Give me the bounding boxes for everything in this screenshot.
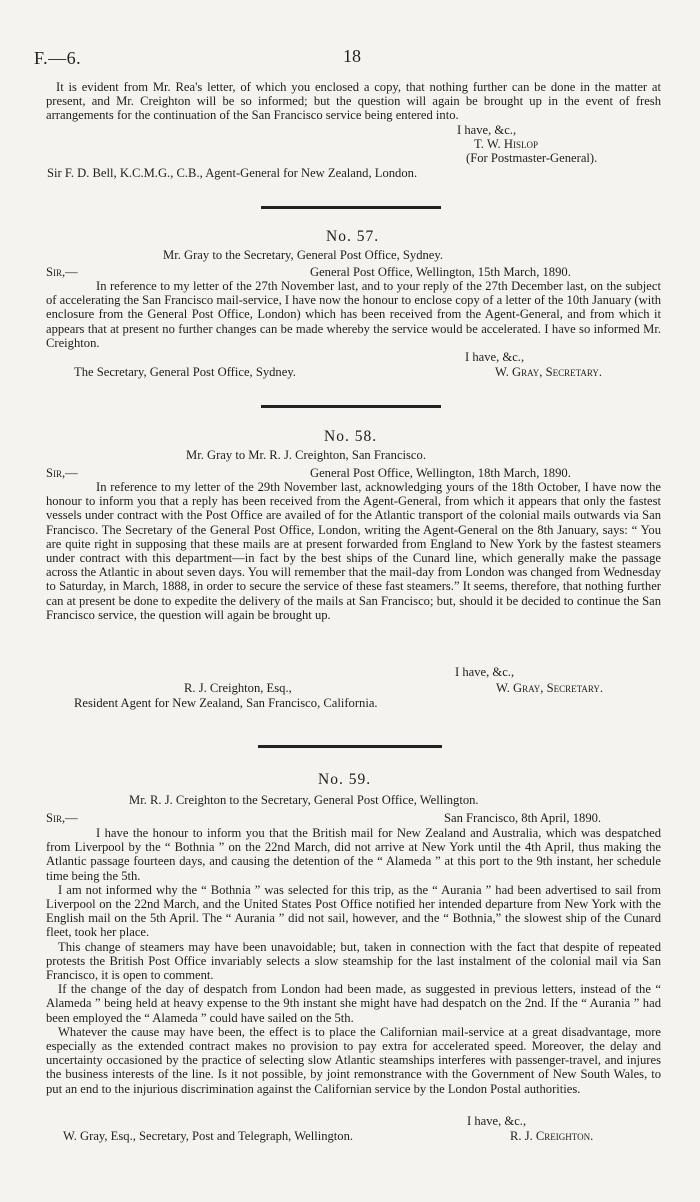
- letter-58-place-date: General Post Office, Wellington, 18th March, 1890.: [310, 466, 571, 480]
- letter-59-heading: Mr. R. J. Creighton to the Secretary, General Post Office, Wellington.: [129, 793, 479, 807]
- letter-57-closing: I have, &c.,: [465, 350, 525, 364]
- letter-57-signature: W. Gray, Secretary.: [495, 365, 603, 379]
- letter-59-closing: I have, &c.,: [467, 1114, 527, 1128]
- section-divider: [258, 745, 442, 748]
- intro-closing: I have, &c.,: [457, 123, 517, 137]
- page-number: 18: [343, 46, 361, 66]
- letter-58-addressee-name: R. J. Creighton, Esq.,: [184, 681, 292, 695]
- intro-body: [46, 80, 661, 123]
- letter-59-paragraph-4: If the change of the day of despatch from London had been made, as suggested in previous letters, instead of the “ Alameda ” being held at heavy expense to the 9th instant she might have had despatch on the 2nd. If the “ Aurania ” had been employed the “ Alameda ” could have sailed on the 5th.: [46, 982, 661, 1025]
- letter-59-paragraph-5: Whatever the cause may have been, the effect is to place the Californian mail-service at a great disadvantage, more especially as the extended contract makes no provision to pay extra for accelerated speed. Moreover, the delay and uncertainty occasioned by the practice of selecting slow Atlantic steamships interferes with passenger-travel, and injures the business interests of the line. Is it not possible, by joint remonstrance with the Government of New South Wales, to put an end to the injurious discrimination against the Californian service by the London Postal authorities.: [46, 1024, 661, 1096]
- section-divider: [261, 206, 441, 209]
- letter-58-signature: W. Gray, Secretary.: [496, 681, 604, 695]
- letter-58-body: [46, 480, 661, 622]
- letter-57-heading: Mr. Gray to the Secretary, General Post Office, Sydney.: [163, 248, 444, 262]
- letter-58-addressee: Resident Agent for New Zealand, San Francisco, California.: [74, 696, 378, 710]
- letter-59-place-date: San Francisco, 8th April, 1890.: [444, 811, 602, 825]
- intro-addressee: Sir F. D. Bell, K.C.M.G., C.B., Agent-General for New Zealand, London.: [47, 166, 418, 180]
- intro-signature: T. W. Hislop: [474, 137, 538, 151]
- letter-59-signature: R. J. Creighton.: [510, 1129, 594, 1143]
- letter-59-paragraph-2: I am not informed why the “ Bothnia ” was selected for this trip, as the “ Aurania ” had been advertised to sail from Liverpool on the 22nd March, and the United States Post Office notified her intended departure from New York with the English mail on the 5th April. The “ Aurania ” did not sail, however, and the “ Bothnia,” the slowest ship of the Cunard fleet, took her place.: [46, 882, 661, 940]
- letter-59-number: No. 59.: [318, 771, 372, 788]
- letter-58-salutation: Sir,—: [46, 466, 78, 480]
- intro-paragraph: It is evident from Mr. Rea's letter, of which you enclosed a copy, that nothing further can be done in the matter at present, and Mr. Creighton will be so informed; but the question will again be brought up in the event of fresh arrangements for the continuation of the San Francisco service being entered into.: [46, 80, 661, 123]
- letter-58-closing: I have, &c.,: [455, 665, 515, 679]
- letter-59-paragraph-3: This change of steamers may have been unavoidable; but, taken in connection with the fact that despite of repeated protests the British Post Office invariably selects a slow steamship for the last instalment of the colonial mail via San Francisco, it is open to comment.: [46, 939, 661, 983]
- intro-signature-note: (For Postmaster-General).: [466, 151, 598, 165]
- letter-58-heading: Mr. Gray to Mr. R. J. Creighton, San Francisco.: [186, 448, 426, 462]
- letter-57-place-date: General Post Office, Wellington, 15th March, 1890.: [310, 265, 571, 279]
- letter-57-paragraph: In reference to my letter of the 27th November last, and to your reply of the 27th December last, on the subject of accelerating the San Francisco mail-service, I have now the honour to enclose copy of a letter of the 10th January (with enclosure from the General Post Office, London) which has been received from the Agent-General, and from which it appears that at present no further changes can be made whereby the service would be accelerated. I have so informed Mr. Creighton.: [46, 279, 661, 350]
- letter-59-addressee: W. Gray, Esq., Secretary, Post and Telegraph, Wellington.: [63, 1129, 354, 1143]
- letter-57-number: No. 57.: [326, 228, 380, 245]
- section-divider: [261, 405, 441, 408]
- letter-59-paragraph-1: I have the honour to inform you that the British mail for New Zealand and Australia, which was despatched from Liverpool by the “ Bothnia ” on the 22nd March, did not arrive at New York until the 4th April, thus making the Atlantic passage fourteen days, and causing the detention of the “ Alameda ” at this port to the 9th instant, her schedule time being the 5th.: [46, 826, 661, 883]
- series-label: F.—6.: [34, 48, 82, 68]
- letter-58-number: No. 58.: [324, 428, 378, 445]
- letter-59-salutation: Sir,—: [46, 811, 78, 825]
- letter-57-addressee: The Secretary, General Post Office, Sydney.: [74, 365, 296, 379]
- letter-59-body: [46, 826, 661, 1096]
- letter-57-body: [46, 279, 661, 350]
- letter-57-salutation: Sir,—: [46, 265, 78, 279]
- letter-58-paragraph: In reference to my letter of the 29th November last, acknowledging yours of the 18th October, I have now the honour to inform you that a reply has been received from the Agent-General, from which it appears that only the fastest vessels under contract with the Post Office are availed of for the Atlantic transport of the colonial mails outwards via San Francisco. The Secretary of the General Post Office, London, writing the Agent-General on the 8th January, says: “ You are quite right in supposing that these mails are at present forwarded from England to New York by the fastest steamers under contract with this department—in fact by the best ships of the Cunard line, which generally make the passage across the Atlantic in about seven days. You will remember that the mail-day from London was changed from Wednesday to Saturday, in March, 1888, in order to secure the service of these fast steamers.” It seems, therefore, that nothing further can at present be done to expedite the delivery of the mails at San Francisco; but, should it be decided to continue the San Francisco service, the question will again be brought up.: [46, 480, 661, 622]
